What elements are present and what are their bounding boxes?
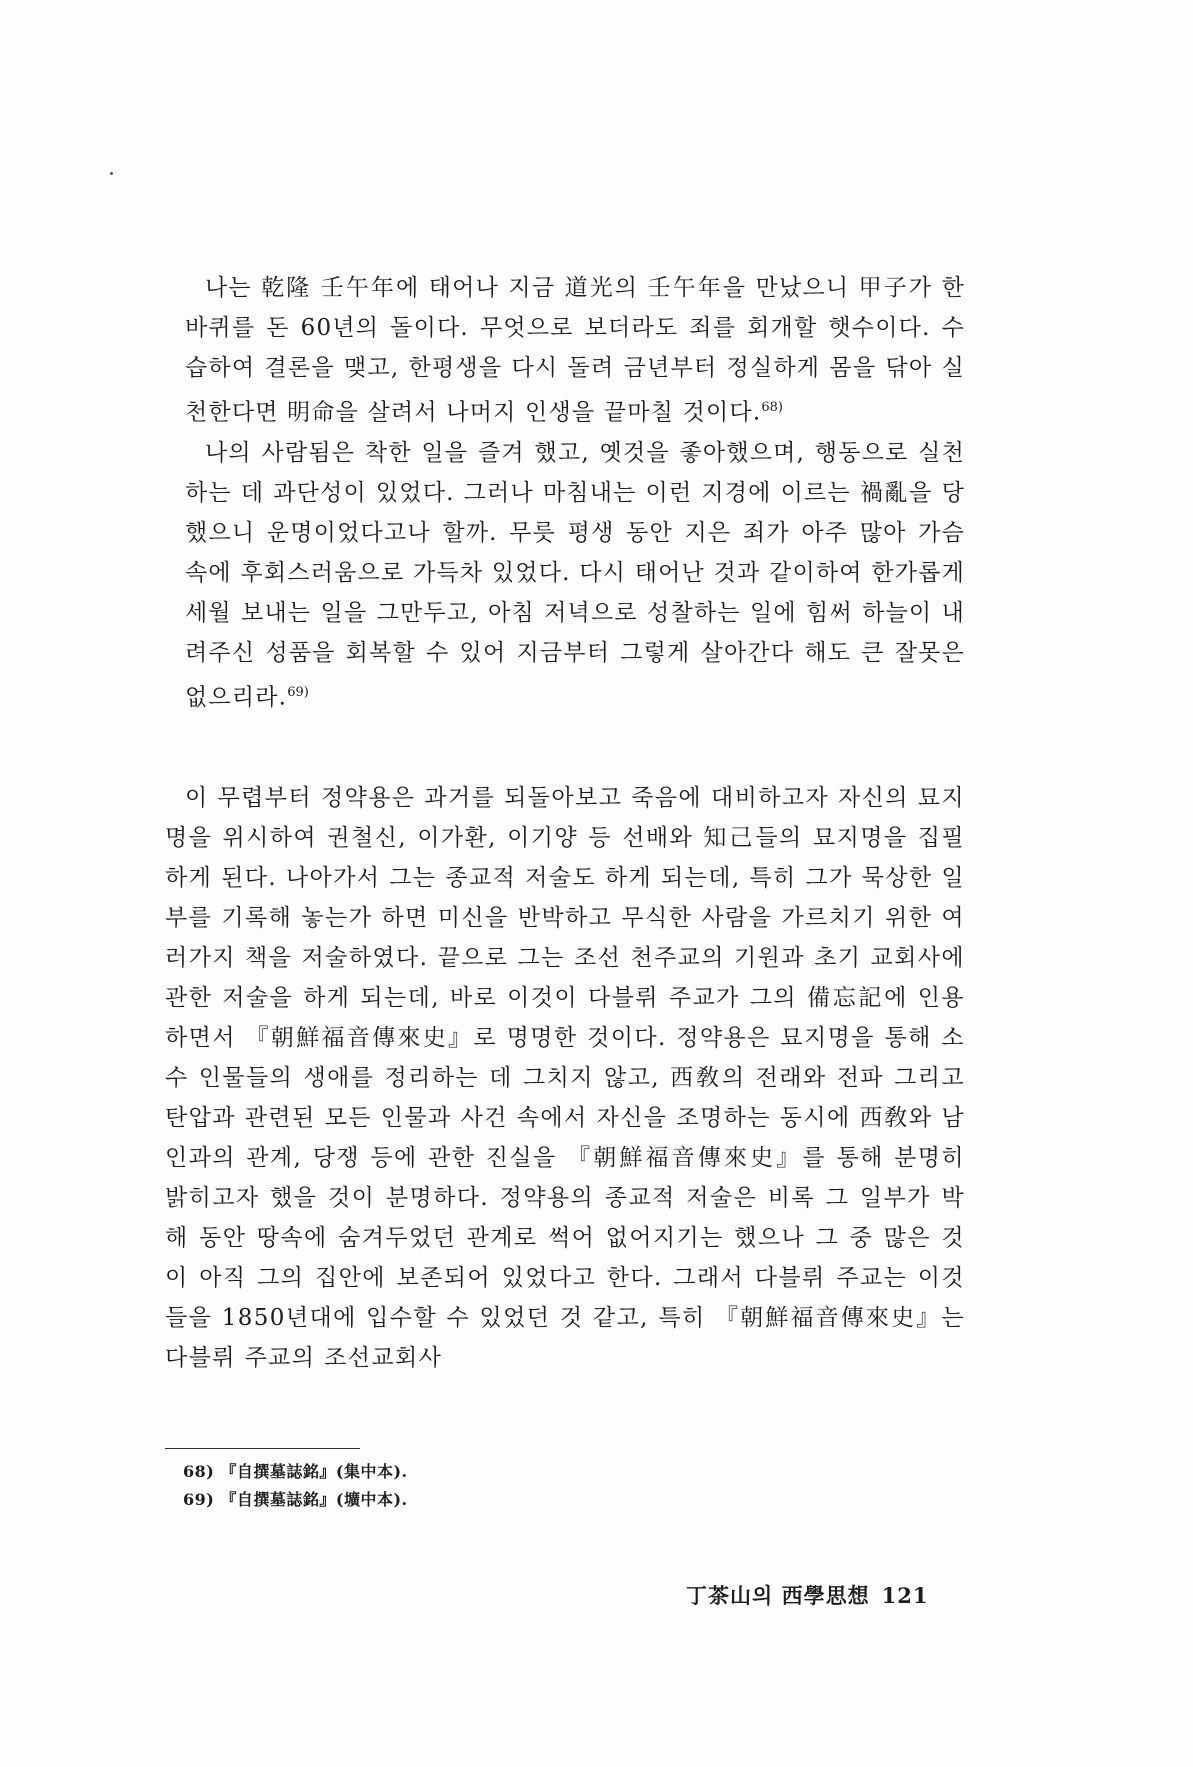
- quote-paragraph-1: [185, 268, 965, 433]
- footnotes: [183, 1458, 408, 1514]
- quote-paragraph-1-text: 나는 乾隆 壬午年에 태어나 지금 道光의 壬午年을 만났으니 甲子가 한바퀴를 돈 60년의 돌이다. 무엇으로 보더라도 죄를 회개할 햇수이다. 수습하여 결론을 맺고, 한평생을 다시 돌려 금년부터 정실하게 몸을 닦아 실천한다면 明命을 살려서 나머지 인생을 끝마칠 것이다.: [185, 275, 965, 426]
- footnote-69: 69) 『自撰墓誌銘』(壙中本).: [183, 1490, 408, 1509]
- footnote-divider: [165, 1448, 360, 1449]
- quote-paragraph-2: [185, 433, 965, 718]
- running-title: 丁茶山의 西學思想: [686, 1583, 870, 1608]
- block-quote: [185, 268, 965, 717]
- running-footer: [686, 1580, 928, 1610]
- footnote-68: 68) 『自撰墓誌銘』(集中本).: [183, 1462, 408, 1481]
- footnote-ref-68: 68): [761, 400, 783, 415]
- page-number: 121: [881, 1583, 929, 1608]
- quote-paragraph-2-text: 나의 사람됨은 착한 일을 즐겨 했고, 옛것을 좋아했으며, 행동으로 실천하는 데 과단성이 있었다. 그러나 마침내는 이런 지경에 이르는 禍亂을 당했으니 운명이었다고나 할까. 무릇 평생 동안 지은 죄가 아주 많아 가슴 속에 후회스러움으로 가득차 있었다. 다시 태어난 것과 같이하여 한가롭게 세월 보내는 일을 그만두고, 아침 저녁으로 성찰하는 일에 힘써 하늘이 내려주신 성품을 회복할 수 있어 지금부터 그렇게 살아간다 해도 큰 잘못은 없으리라.: [185, 439, 965, 711]
- footnote-ref-69: 69): [287, 684, 309, 700]
- body-paragraph: 이 무렵부터 정약용은 과거를 되돌아보고 죽음에 대비하고자 자신의 묘지명을 위시하여 권철신, 이가환, 이기양 등 선배와 知己들의 묘지명을 집필하게 된다. 나아가서 그는 종교적 저술도 하게 되는데, 특히 그가 묵상한 일부를 기록해 놓는가 하면 미신을 반박하고 무식한 사람을 가르치기 위한 여러가지 책을 저술하였다. 끝으로 그는 조선 천주교의 기원과 초기 교회사에 관한 저술을 하게 되는데, 바로 이것이 다블뤼 주교가 그의 備忘記에 인용하면서 『朝鮮福音傳來史』로 명명한 것이다. 정약용은 묘지명을 통해 소수 인물들의 생애를 정리하는 데 그치지 않고, 西敎의 전래와 전파 그리고 탄압과 관련된 모든 인물과 사건 속에서 자신을 조명하는 동시에 西敎와 남인과의 관계, 당쟁 등에 관한 진실을 『朝鮮福音傳來史』를 통해 분명히 밝히고자 했을 것이 분명하다. 정약용의 종교적 저술은 비록 그 일부가 박해 동안 땅속에 숨겨두었던 관계로 썩어 없어지기는 했으나 그 중 많은 것이 아직 그의 집안에 보존되어 있었다고 한다. 그래서 다블뤼 주교는 이것들을 1850년대에 입수할 수 있었던 것 같고, 특히 『朝鮮福音傳來史』는 다블뤼 주교의 조선교회사: [165, 785, 965, 1371]
- body-text: [165, 778, 965, 1378]
- speck: [110, 172, 113, 175]
